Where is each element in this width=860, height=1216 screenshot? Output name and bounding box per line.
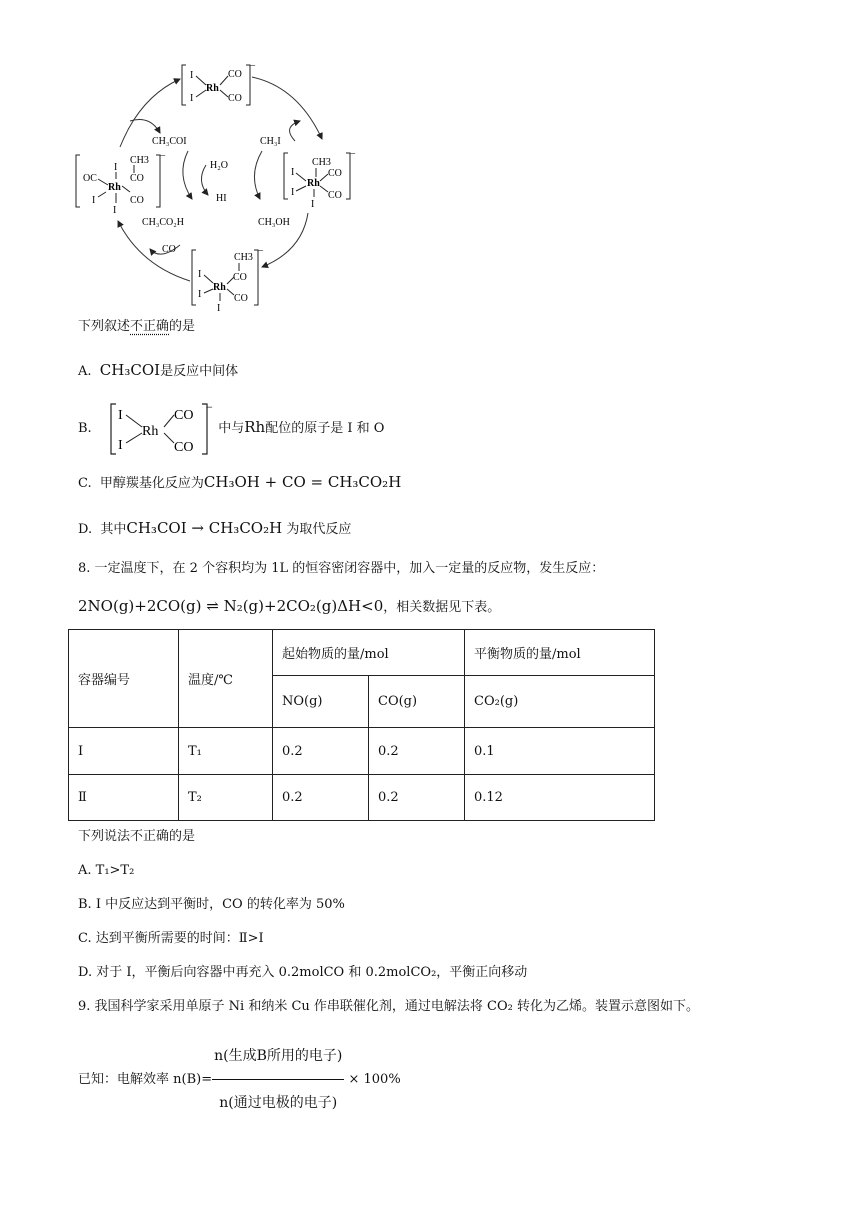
svg-text:CH3: CH3 (130, 155, 149, 166)
q8-option-c: C. 达到平衡所需要的时间：Ⅱ>I (78, 931, 264, 946)
label-ch3co2h: CH₃CO₂H (142, 217, 184, 228)
q9-stem: 9. 我国科学家采用单原子 Ni 和纳米 Cu 作串联催化剂，通过电解法将 CO₂ 转化为乙烯。装置示意图如下。 (78, 999, 699, 1014)
q8-stem: 8. 一定温度下，在 2 个容积均为 1L 的恒容密闭容器中，加入一定量的反应物，发生反应： (78, 561, 605, 576)
label-hi: HI (216, 193, 227, 204)
arrow-ch3i (290, 121, 300, 141)
arrow-h2o-in (183, 151, 192, 199)
bottom-complex (192, 246, 264, 314)
svg-text:I: I (190, 70, 194, 81)
header-co2: CO₂(g) (465, 676, 655, 728)
svg-text:Rh: Rh (108, 182, 121, 193)
svg-text:I: I (118, 437, 123, 453)
right-complex (284, 149, 356, 210)
svg-text:−: − (250, 61, 256, 72)
svg-text:−: − (350, 149, 356, 160)
label-co: CO (162, 244, 176, 255)
svg-text:−: − (206, 400, 213, 414)
svg-text:Rh: Rh (206, 83, 219, 94)
svg-text:Rh: Rh (213, 282, 226, 293)
arrow-bottom-left (118, 221, 190, 281)
svg-text:CO: CO (328, 168, 342, 179)
svg-text:CO: CO (130, 195, 144, 206)
svg-text:CO: CO (174, 407, 194, 423)
svg-text:CO: CO (130, 173, 144, 184)
table-row: Ⅱ T₂ 0.2 0.2 0.12 (69, 775, 655, 821)
header-container: 容器编号 (69, 630, 179, 728)
svg-text:Rh: Rh (142, 423, 159, 439)
header-no: NO(g) (273, 676, 369, 728)
svg-text:I: I (291, 187, 295, 198)
q7-option-a: A. CH₃COI是反应中间体 (78, 361, 239, 379)
svg-text:I: I (190, 93, 194, 104)
left-complex (76, 151, 166, 216)
svg-text:CO: CO (234, 293, 248, 304)
svg-text:CO: CO (228, 69, 242, 80)
svg-text:−: − (258, 246, 264, 257)
q8-option-a: A. T₁>T₂ (78, 863, 135, 878)
arrow-hi (201, 165, 208, 195)
q8-sub-stem: 下列说法不正确的是 (78, 829, 196, 844)
svg-text:I: I (118, 407, 123, 423)
q7-stem: 下列叙述不正确的是 (78, 319, 196, 334)
svg-text:−: − (160, 151, 166, 162)
header-initial-amount: 起始物质的量/mol (273, 630, 465, 676)
header-equilibrium-amount: 平衡物质的量/mol (465, 630, 655, 676)
svg-text:I: I (92, 195, 96, 206)
svg-text:I: I (198, 289, 202, 300)
svg-text:CO: CO (228, 93, 242, 104)
svg-text:I: I (114, 162, 118, 173)
arrow-ch3oh (254, 151, 262, 199)
label-ch3coi: CH₃COI (152, 136, 187, 147)
header-co: CO(g) (369, 676, 465, 728)
option-b-complex (104, 401, 214, 457)
q8-data-table (68, 629, 655, 821)
svg-text:OC: OC (83, 173, 97, 184)
svg-text:Rh: Rh (307, 178, 320, 189)
label-h2o: H₂O (210, 160, 228, 171)
svg-text:CO: CO (233, 272, 247, 283)
svg-text:I: I (113, 205, 117, 216)
q7-option-d: D. 其中CH₃COI → CH₃CO₂H 为取代反应 (78, 519, 352, 537)
q7-option-b: B. I I Rh CO CO − 中与Rh配位的原子是 I 和 O (78, 400, 385, 455)
efficiency-fraction: $\frac{\text{n(生成B所用的电子)}}{\text{n(通过电极的电子)}}$ (212, 1034, 344, 1125)
svg-text:I: I (291, 167, 295, 178)
svg-text:CH3: CH3 (234, 252, 253, 263)
q8-reaction: 2NO(g)+2CO(g) ⇌ N₂(g)+2CO₂(g)ΔH<0，相关数据见下表。 (78, 597, 501, 615)
arrow-top-right (252, 77, 322, 139)
label-ch3i: CH₃I (260, 136, 281, 147)
svg-text:CO: CO (174, 439, 194, 455)
table-row: I T₁ 0.2 0.2 0.1 (69, 728, 655, 775)
header-temperature: 温度/℃ (179, 630, 273, 728)
top-complex (182, 61, 256, 105)
svg-text:I: I (311, 199, 315, 210)
arrow-ch3coi (130, 120, 160, 134)
q8-option-d: D. 对于 I，平衡后向容器中再充入 0.2molCO 和 0.2molCO₂，平衡正向移动 (78, 965, 528, 980)
svg-text:I: I (198, 269, 202, 280)
label-ch3oh: CH₃OH (258, 217, 290, 228)
q9-known: 已知：电解效率 n(B)= $\frac{\text{n(生成B所用的电子)}}{\text{n(通过电极的电子)}}$ × 100% (78, 1034, 401, 1078)
svg-text:CH3: CH3 (312, 157, 331, 168)
catalytic-cycle-diagram (70, 55, 370, 317)
svg-text:CO: CO (328, 190, 342, 201)
svg-text:I: I (217, 303, 221, 314)
q7-option-c: C. 甲醇羰基化反应为CH₃OH + CO = CH₃CO₂H (78, 473, 402, 491)
q8-option-b: B. I 中反应达到平衡时，CO 的转化率为 50% (78, 897, 345, 912)
